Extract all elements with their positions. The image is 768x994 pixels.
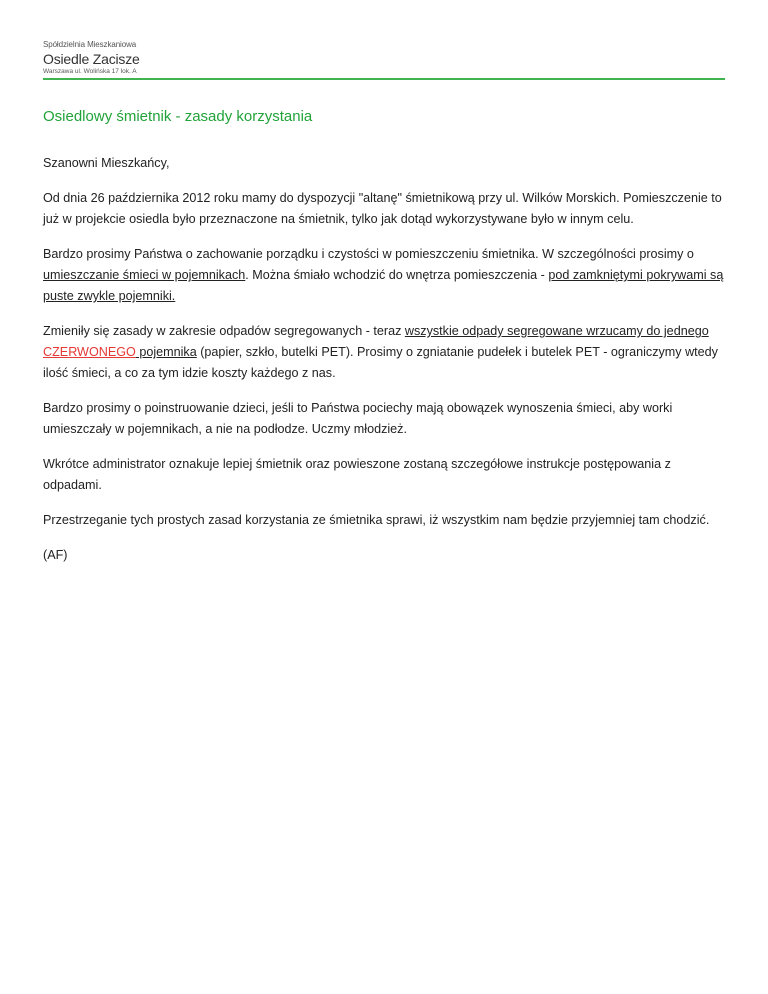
signature: (AF) <box>43 548 68 562</box>
paragraph-3-red-highlight: CZERWONEGO <box>43 345 136 359</box>
paragraph-3-underlined-1: wszystkie odpady segregowane wrzucamy do jednego <box>404 324 709 338</box>
page-title: Osiedlowy śmietnik - zasady korzystania <box>43 108 313 125</box>
paragraph-2 <box>43 244 733 307</box>
logo-cooperative-label: Spółdzielnia Mieszkaniowa <box>43 40 137 49</box>
header-divider <box>43 78 725 80</box>
greeting: Szanowni Mieszkańcy, <box>43 156 170 170</box>
paragraph-3-text-a: Zmieniły się zasady w zakresie odpadów segregowanych - teraz <box>43 324 405 338</box>
paragraph-2-text-b: . Można śmiało wchodzić do wnętrza pomieszczenia - <box>245 268 549 282</box>
paragraph-3-underlined-2: pojemnika <box>135 345 197 359</box>
logo-address: Warszawa ul. Wolińska 17 lok. A <box>43 68 137 75</box>
paragraph-3 <box>43 321 733 384</box>
logo <box>43 40 725 76</box>
logo-name: Osiedle Zacisze <box>43 51 140 67</box>
paragraph-5: Wkrótce administrator oznakuje lepiej śmietnik oraz powieszone zostaną szczegółowe instrukcje postępowania z odpadami. <box>43 457 671 492</box>
paragraph-4: Bardzo prosimy o poinstruowanie dzieci, jeśli to Państwa pociechy mają obowązek wynoszenia śmieci, aby worki umieszczały w pojemnikach, a nie na podłodze. Uczmy młodzież. <box>43 401 673 436</box>
paragraph-2-text-a: Bardzo prosimy Państwa o zachowanie porządku i czystości w pomieszczeniu śmietnika. W szczególności prosimy o <box>43 247 694 261</box>
paragraph-2-underlined-2: pod zamkniętymi pokrywami są puste zwykle pojemniki. <box>43 268 724 303</box>
paragraph-3-text-b: (papier, szkło, butelki PET). Prosimy o zgniatanie pudełek i butelek PET - ograniczymy wtedy ilość śmieci, a co za tym idzie koszty każdego z nas. <box>43 345 718 380</box>
paragraph-2-underlined-1: umieszczanie śmieci w pojemnikach <box>43 268 246 282</box>
paragraph-6: Przestrzeganie tych prostych zasad korzystania ze śmietnika sprawi, iż wszystkim nam będzie przyjemniej tam chodzić. <box>43 513 710 527</box>
article-body <box>43 153 733 580</box>
paragraph-1: Od dnia 26 października 2012 roku mamy do dyspozycji "altanę" śmietnikową przy ul. Wilków Morskich. Pomieszczenie to już w projekcie osiedla było przeznaczone na śmietnik, tylko jak dotąd wykorzystywane było w innym celu. <box>43 191 722 226</box>
